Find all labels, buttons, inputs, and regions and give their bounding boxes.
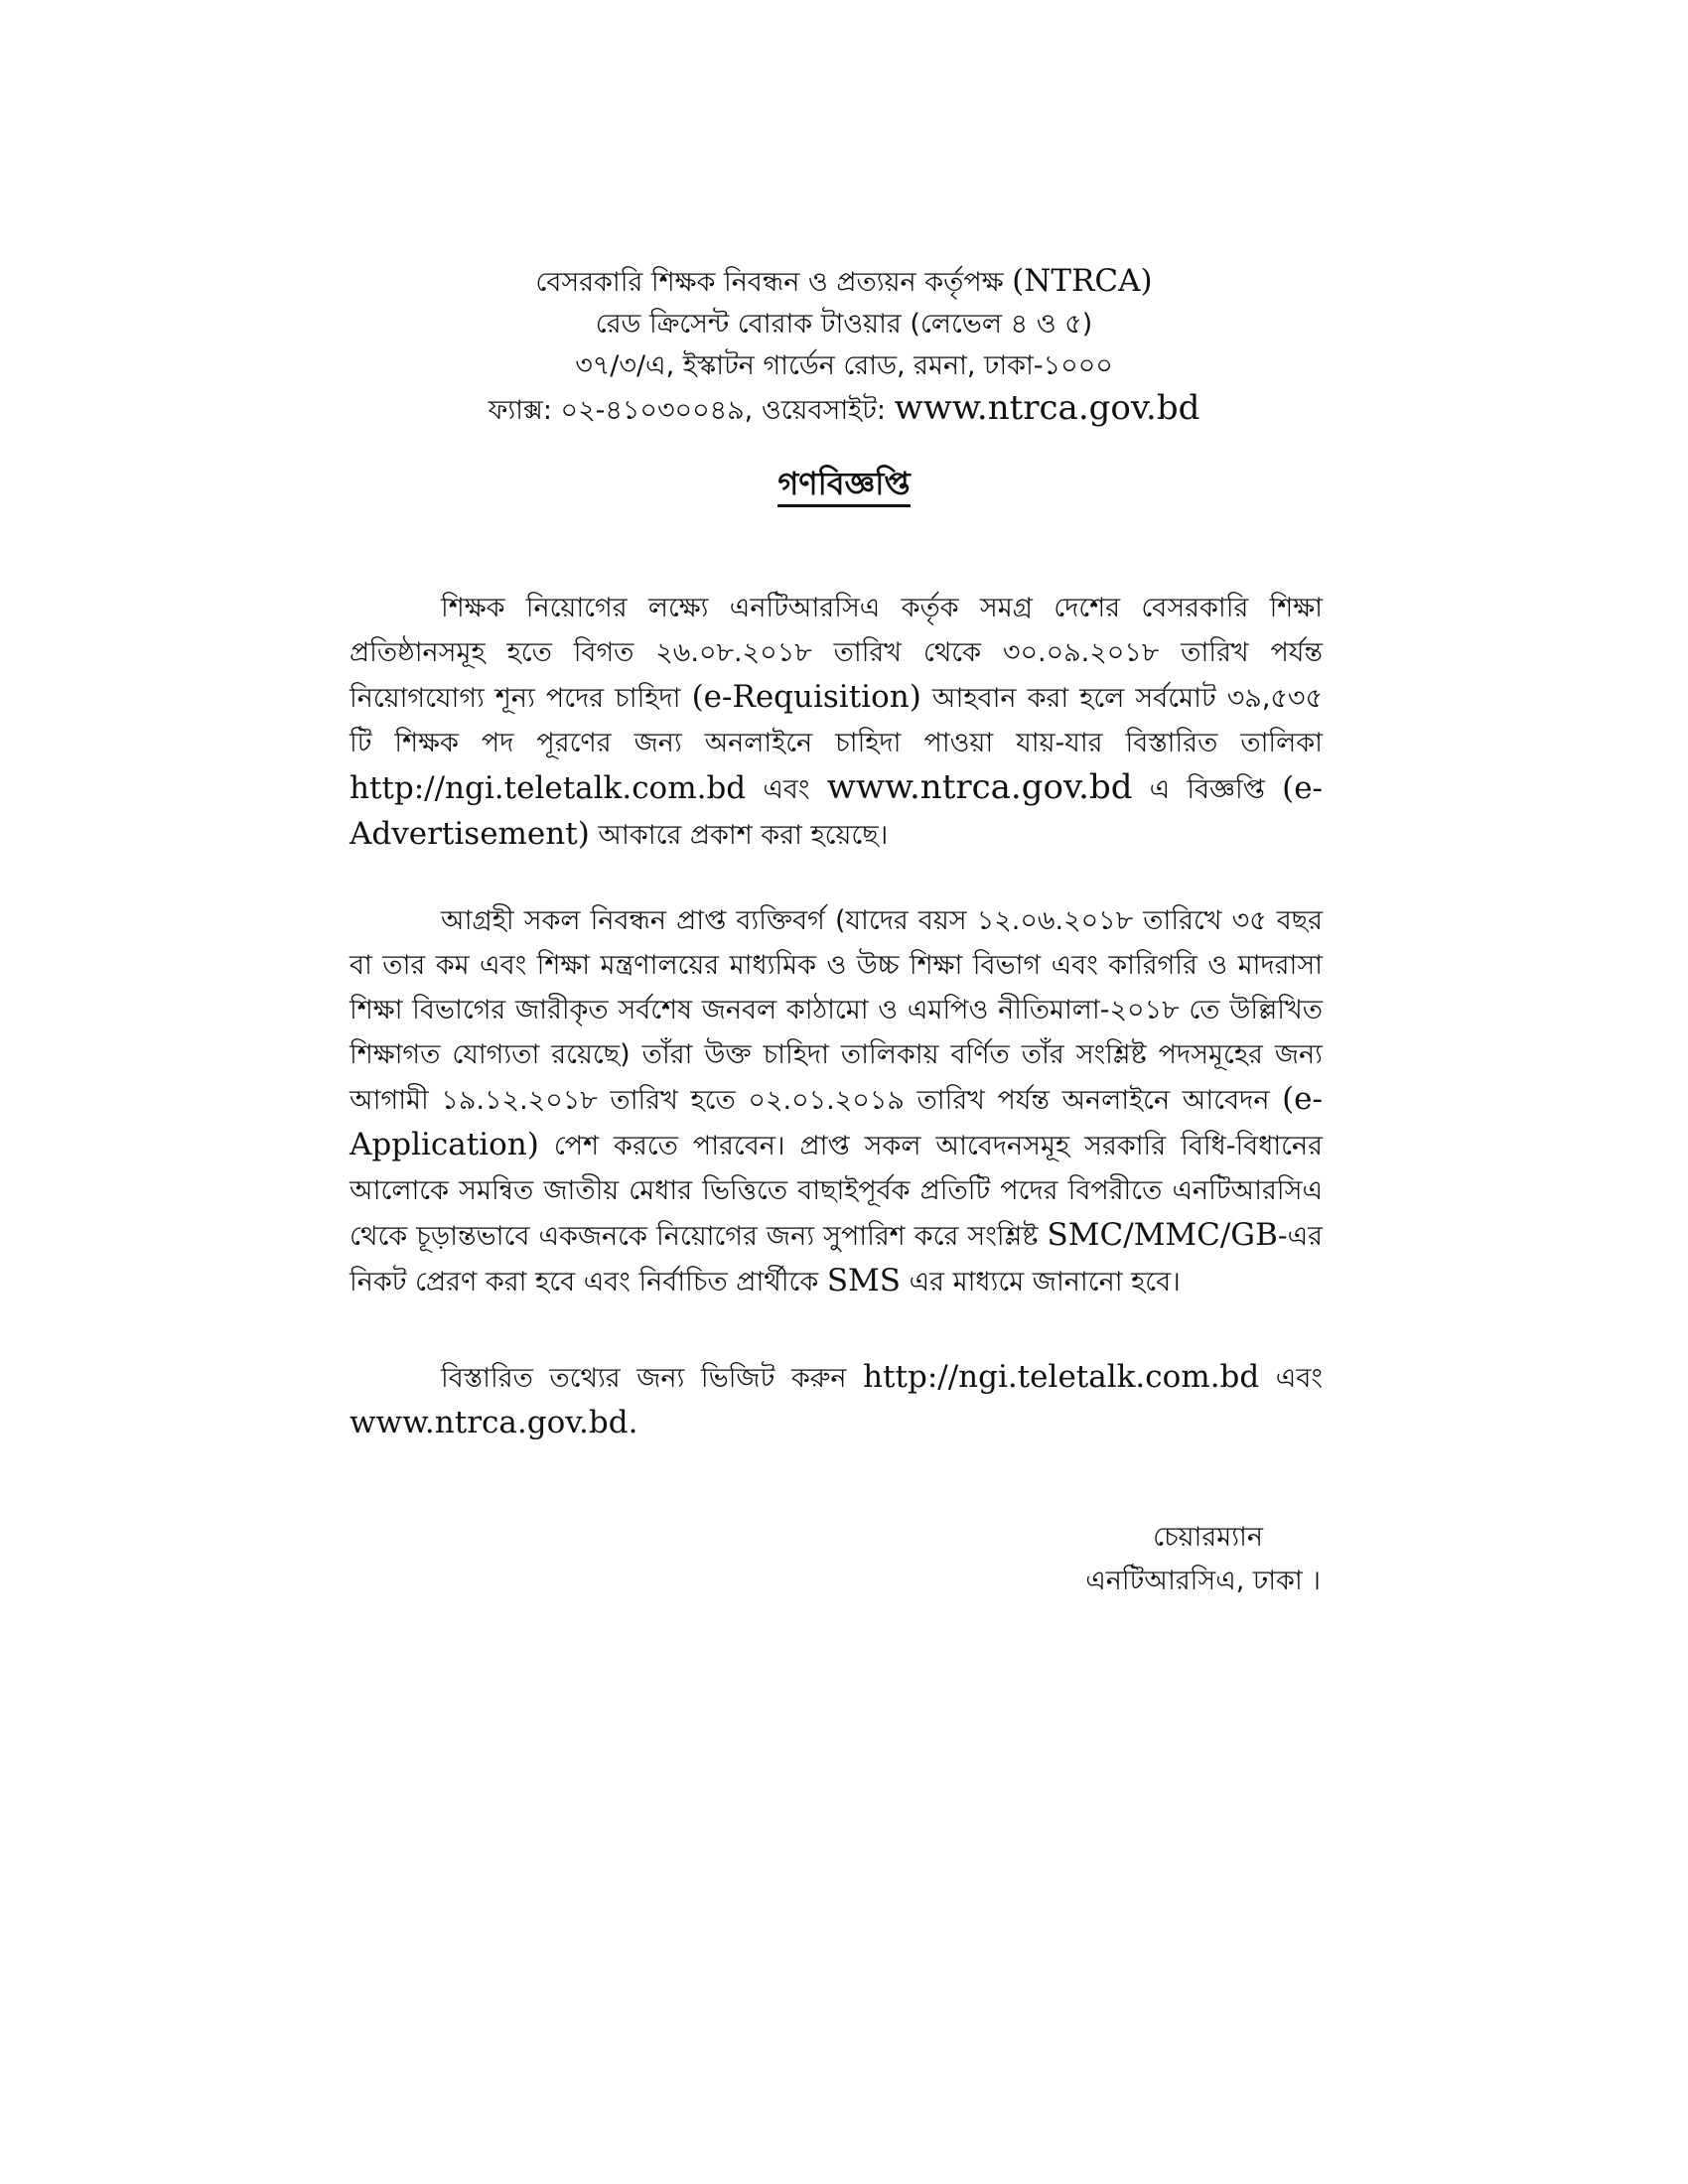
notice-title: গণবিজ্ঞপ্তি <box>0 459 1688 512</box>
signatory-org: এনটিআরসিএ, ঢাকা । <box>1085 1566 1321 1596</box>
e-requisition-term: (e-Requisition) <box>691 679 921 715</box>
contact-line <box>0 387 1688 432</box>
letterhead <box>0 260 1688 432</box>
website-link[interactable]: www.ntrca.gov.bd <box>894 388 1200 428</box>
fax-label: ফ্যাক্স: ০২-৪১০৩০০৪৯, ওয়েবসাইট: <box>488 395 887 426</box>
org-name: বেসরকারি শিক্ষক নিবন্ধন ও প্রত্যয়ন কর্তৃপক্ষ <box>535 267 1004 298</box>
smc-term: SMC/MMC/GB <box>1047 1217 1278 1253</box>
ntrca-link[interactable]: www.ntrca.gov.bd. <box>350 1405 638 1440</box>
ntrca-link[interactable]: www.ntrca.gov.bd <box>826 767 1133 807</box>
sms-term: SMS <box>826 1263 902 1298</box>
address-line: ৩৭/৩/এ, ইস্কাটন গার্ডেন রোড, রমনা, ঢাকা-১০০০ <box>575 350 1113 381</box>
signature-block <box>1085 1516 1321 1603</box>
paragraph-2: আগ্রহী সকল নিবন্ধন প্রাপ্ত ব্যক্তিবর্গ (যাদের বয়স ১২.০৬.২০১৮ তারিখে ৩৫ বছর বা তার কম এবং শিক্ষা মন্ত্রণালয়ের মাধ্যমিক ও উচ্চ শিক্ষা বিভাগ এবং কারিগরি ও মাদরাসা শিক্ষা বিভাগের জারীকৃত সর্বশেষ জনবল কাঠামো ও এমপিও নীতিমালা-২০১৮ তে উল্লিখিত শিক্ষাগত যোগ্যতা রয়েছে) তাঁরা উক্ত চাহিদা তালিকায় বর্ণিত তাঁর সংশ্লিষ্ট পদসমূহের জন্য আগামী ১৯.১২.২০১৮ তারিখ হতে ০২.০১.২০১৯ তারিখ পর্যন্ত অনলাইনে আবেদন (e-Application) পেশ করতে পারবেন। প্রাপ্ত সকল আবেদনসমূহ সরকারি বিধি-বিধানের আলোকে সমন্বিত জাতীয় মেধার ভিত্তিতে বাছাইপূর্বক প্রতিটি পদের বিপরীতে এনটিআরসিএ থেকে চূড়ান্তভাবে একজনকে নিয়োগের জন্য সুপারিশ করে সংশ্লিষ্ট SMC/MMC/GB-এর নিকট প্রেরণ করা হবে এবং নির্বাচিত প্রার্থীকে SMS এর মাধ্যমে জানানো হবে। <box>350 905 1323 1298</box>
paragraph-1: শিক্ষক নিয়োগের লক্ষ্যে এনটিআরসিএ কর্তৃক সমগ্র দেশের বেসরকারি শিক্ষা প্রতিষ্ঠানসমূহ হতে বিগত ২৬.০৮.২০১৮ তারিখ থেকে ৩০.০৯.২০১৮ তারিখ পর্যন্ত নিয়োগযোগ্য শূন্য পদের চাহিদা (e-Requisition) আহবান করা হলে সর্বমোট ৩৯,৫৩৫ টি শিক্ষক পদ পূরণের জন্য অনলাইনে চাহিদা পাওয়া যায়-যার বিস্তারিত তালিকা http://ngi.teletalk.com.bd এবং www.ntrca.gov.bd এ বিজ্ঞপ্তি (e-Advertisement) আকারে প্রকাশ করা হয়েছে। <box>350 593 1324 852</box>
e-advertisement-term: (e-Advertisement) <box>350 770 1324 852</box>
org-abbr: (NTRCA) <box>1012 263 1153 299</box>
teletalk-link[interactable]: http://ngi.teletalk.com.bd <box>350 770 747 806</box>
signatory-designation: চেয়ারম্যান <box>1153 1522 1263 1553</box>
org-name-line <box>0 260 1688 304</box>
teletalk-link[interactable]: http://ngi.teletalk.com.bd <box>863 1359 1260 1395</box>
building-line: রেড ক্রিসেন্ট বোরাক টাওয়ার (লেভেল ৪ ও ৫) <box>595 309 1093 340</box>
paragraph-3: বিস্তারিত তথ্যের জন্য ভিজিট করুন http://ngi.teletalk.com.bd এবং www.ntrca.gov.bd. <box>350 1359 1323 1440</box>
e-application-term: (e-Application) <box>350 1081 1323 1162</box>
